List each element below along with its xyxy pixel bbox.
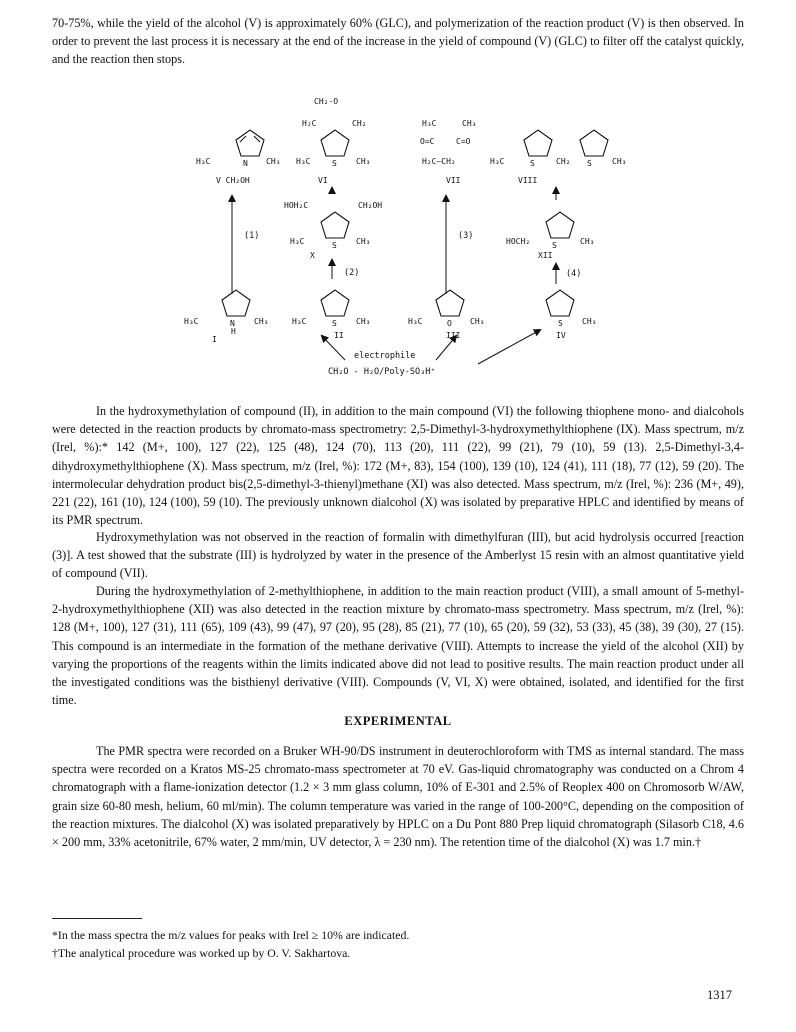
svg-text:H₃C: H₃C <box>292 317 307 326</box>
svg-text:HOCH₂: HOCH₂ <box>506 237 531 246</box>
compound-VI <box>296 97 370 185</box>
svg-text:H₃C: H₃C <box>422 119 437 128</box>
svg-text:S: S <box>587 159 592 168</box>
svg-text:S: S <box>552 241 557 250</box>
svg-text:CH₂: CH₂ <box>556 157 571 166</box>
compound-I <box>184 290 268 344</box>
compound-XII <box>506 212 594 260</box>
svg-text:S: S <box>332 159 337 168</box>
svg-text:X: X <box>310 251 315 260</box>
page-number: 1317 <box>707 988 732 1002</box>
compound-III <box>408 290 484 340</box>
svg-text:(4): (4) <box>566 269 582 279</box>
svg-text:VIII: VIII <box>518 176 538 185</box>
svg-text:H₃C: H₃C <box>196 157 211 166</box>
compound-II <box>292 290 370 340</box>
svg-text:II: II <box>334 331 344 340</box>
svg-text:CH₃: CH₃ <box>254 317 269 326</box>
reaction-scheme <box>0 84 796 384</box>
svg-text:S: S <box>558 319 563 328</box>
svg-text:VII: VII <box>446 176 461 185</box>
svg-text:(3): (3) <box>458 231 474 241</box>
svg-text:III: III <box>446 331 461 340</box>
svg-text:(1): (1) <box>244 231 260 241</box>
svg-text:H₃C: H₃C <box>184 317 199 326</box>
svg-text:H₃C: H₃C <box>290 237 305 246</box>
svg-text:electrophile: electrophile <box>354 351 416 361</box>
svg-text:H₂C: H₂C <box>302 119 317 128</box>
svg-text:N: N <box>230 319 235 328</box>
svg-text:HOH₂C: HOH₂C <box>284 201 309 210</box>
svg-text:XII: XII <box>538 251 553 260</box>
svg-text:V CH₂OH: V CH₂OH <box>216 176 250 185</box>
svg-text:S: S <box>332 319 337 328</box>
svg-text:H₂C—CH₂: H₂C—CH₂ <box>422 157 456 166</box>
svg-text:H₃C: H₃C <box>490 157 505 166</box>
svg-text:C=O: C=O <box>456 137 471 146</box>
svg-text:S: S <box>332 241 337 250</box>
compound-V <box>196 130 280 185</box>
compound-IV <box>546 290 596 340</box>
svg-text:CH₃: CH₃ <box>582 317 597 326</box>
compound-VII <box>420 119 476 185</box>
svg-text:I: I <box>212 335 217 344</box>
svg-text:CH₃: CH₃ <box>612 157 627 166</box>
svg-text:S: S <box>530 159 535 168</box>
svg-text:(2): (2) <box>344 268 360 278</box>
footnote-analytical: †The analytical procedure was worked up by O. V. Sakhartova. <box>52 946 351 960</box>
svg-text:H₃C: H₃C <box>296 157 311 166</box>
compound-X <box>284 201 382 260</box>
svg-text:H₃C: H₃C <box>408 317 423 326</box>
svg-text:CH₂-O: CH₂-O <box>314 97 339 106</box>
svg-text:VI: VI <box>318 176 328 185</box>
svg-text:CH₃: CH₃ <box>356 157 371 166</box>
svg-text:IV: IV <box>556 331 566 340</box>
paragraph-methylthiophene: During the hydroxymethylation of 2-methylthiophene, in addition to the main reaction product (VIII), a small amount of 5-methyl-2-hydroxymethylthiophene (XII) was also detected in the reaction mixture by chromato-mass spectrometry. Mass spectrum, m/z (Irel, %): 128 (M+, 100), 127 (31), 111 (65), 109 (43), 99 (47), 97 (20), 95 (28), 85 (21), 77 (10), 65 (20), 59 (32), 53 (33), 45 (38), 39 (30), 27 (15). This compound is an intermediate in the formation of the methane derivative (VIII). Attempts to increase the yield of the alcohol (XII) by varying the proportions of the reagents within the limits indicated above did not lead to positive results. The main reaction product under all the investigated conditions was the bisthienyl derivative (VIII). Compounds (V, VI, X) were obtained, isolated, and identified for the first time. <box>52 584 744 708</box>
svg-text:CH₃: CH₃ <box>462 119 477 128</box>
top-paragraph: 70-75%, while the yield of the alcohol (V) is approximately 60% (GLC), and polymerization of the reaction product (V) is then observed. In order to prevent the last process it is necessary at the end of the increase in the yield of compound (V) (GLC) to filter off the catalyst quickly, and the reaction then stops. <box>52 16 744 67</box>
compound-VIII <box>490 130 626 185</box>
svg-text:O: O <box>447 319 452 328</box>
svg-text:H: H <box>231 327 236 336</box>
svg-text:CH₃: CH₃ <box>470 317 485 326</box>
svg-text:CH₃: CH₃ <box>356 317 371 326</box>
svg-text:O=C: O=C <box>420 137 435 146</box>
footnote-divider <box>52 918 142 919</box>
paragraph-dimethylfuran: Hydroxymethylation was not observed in the reaction of formalin with dimethylfuran (III), but acid hydrolysis occurred [reaction (3)]. A test showed that the substrate (III) is hydrolyzed by water in the presence of the Amberlyst 15 resin with an almost quantitative yield of compound (VII). <box>52 530 744 581</box>
footnote-mass-spectra: *In the mass spectra the m/z values for peaks with Irel ≥ 10% are indicated. <box>52 928 410 942</box>
paragraph-hydroxymethylation: In the hydroxymethylation of compound (II), in addition to the main compound (VI) the following thiophene mono- and dialcohols were detected in the reaction products by chromato-mass spectrometry: 2,5-Dimethyl-3-hydroxymethylthiophene (IX). Mass spectrum, m/z (Irel, %):* 142 (M+, 100), 127 (22), 125 (48), 124 (70), 113 (20), 111 (22), 99 (21), 79 (10), 59 (13). 2,5-Dimethyl-3,4-dihydroxymethylthiophene (X). Mass spectrum, m/z (Irel, %): 172 (M+, 83), 154 (100), 139 (10), 124 (41), 111 (18), 77 (12), 59 (20). The intermolecular dehydration product bis(2,5-dimethyl-3-thienyl)methane (XI) was also detected. Mass spectrum, m/z (Irel, %): 236 (M+, 49), 221 (22), 161 (10), 124 (100), 59 (10). The previously unknown dialcohol (X) was isolated by preparative HPLC and identified by means of its PMR spectrum. <box>52 404 744 528</box>
svg-text:CH₂: CH₂ <box>352 119 367 128</box>
svg-text:CH₃: CH₃ <box>580 237 595 246</box>
paragraph-experimental: The PMR spectra were recorded on a Bruker WH-90/DS instrument in deuterochloroform with TMS as internal standard. The mass spectra were recorded on a Kratos MS-25 chromato-mass spectrometer at 70 eV. Gas-liquid chromatography was conducted on a Chrom 4 chromatograph with a flame-ionization detector (1.2 × 3 mm glass column, 10% of E-301 and 2.5% of Reoplex 400 on Chromosorb W/AW, grain size 60-80 mesh, helium, 60 ml/min). The column temperature was varied in the range of 100-200°C, depending on the composition of the reaction mixtures. The dialcohol (X) was isolated preparatively by HPLC on a Du Pont 880 Prep liquid chromatograph (Silasorb C18, 4.6 × 200 mm, 33% acetonitrile, 67% water, 2 mm/min, UV detector, λ = 230 nm). The retention time of the dialcohol (X) was 1.7 min.† <box>52 744 744 850</box>
svg-text:CH₃: CH₃ <box>356 237 371 246</box>
svg-text:CH₂OH: CH₂OH <box>358 201 383 210</box>
section-heading-experimental: EXPERIMENTAL <box>344 714 452 728</box>
svg-text:CH₃: CH₃ <box>266 157 281 166</box>
svg-text:CH₂O - H₂O/Poly-SO₃H⁺: CH₂O - H₂O/Poly-SO₃H⁺ <box>328 367 436 377</box>
svg-text:N: N <box>243 159 248 168</box>
